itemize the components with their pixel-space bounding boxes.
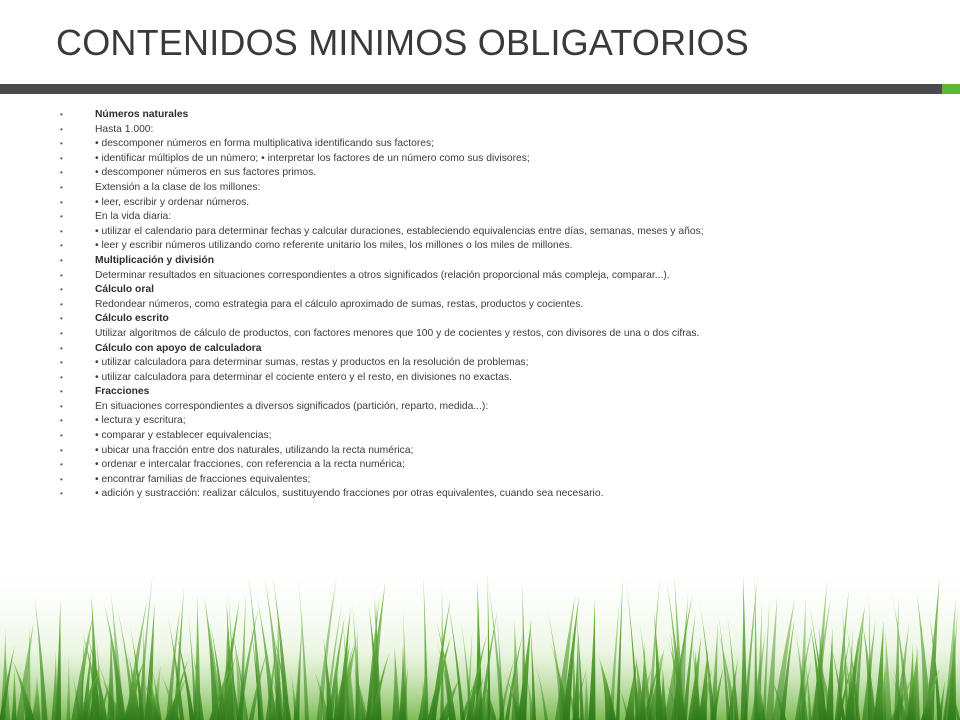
list-item [58,429,938,444]
list-item [58,371,938,386]
list-item [58,458,938,473]
list-item-text: • adición y sustracción: realizar cálculos, sustituyendo fracciones por otras equivalentes, cuando sea necesario. [95,488,604,500]
section-heading: Cálculo escrito [95,313,169,325]
slide-title: CONTENIDOS MINIMOS OBLIGATORIOS [56,22,749,63]
bullet-marker: • [60,139,63,149]
section-heading: Cálculo oral [95,284,154,296]
bullet-marker: • [60,343,63,353]
list-item [58,210,938,225]
bullet-marker: • [60,358,63,368]
bullet-marker: • [60,431,63,441]
list-item-text: • lectura y escritura; [95,415,186,427]
bullet-list [58,108,938,502]
list-item-text: • leer, escribir y ordenar números. [95,196,250,208]
bullet-marker: • [60,387,63,397]
list-item-text: Determinar resultados en situaciones correspondientes a otros significados (relación proporcional más compleja, comparar...). [95,269,670,281]
list-item [58,414,938,429]
list-item [58,196,938,211]
bullet-marker: • [60,372,63,382]
list-item-text: • utilizar calculadora para determinar el cociente entero y el resto, en divisiones no exactas. [95,371,512,383]
bullet-marker: • [60,182,63,192]
list-item-text: • utilizar el calendario para determinar fechas y calcular duraciones, estableciendo equivalencias entre días, semanas, meses y años; [95,225,704,237]
bullet-marker: • [60,153,63,163]
section-heading: Números naturales [95,109,189,120]
list-item-text: • descomponer números en sus factores primos. [95,167,317,179]
list-item-text: • ordenar e intercalar fracciones, con referencia a la recta numérica; [95,459,405,471]
list-item [58,312,938,327]
list-item [58,298,938,313]
list-item-text: Hasta 1.000: [95,123,154,135]
list-item [58,137,938,152]
list-item [58,385,938,400]
bullet-marker: • [60,124,63,134]
list-item [58,254,938,269]
bullet-marker: • [60,460,63,470]
list-item [58,473,938,488]
list-item-text: • identificar múltiplos de un número; • interpretar los factores de un número como sus divisores; [95,152,530,164]
list-item-text: Extensión a la clase de los millones: [95,181,261,193]
list-item [58,239,938,254]
bullet-marker: • [60,474,63,484]
list-item-text: • ubicar una fracción entre dos naturales, utilizando la recta numérica; [95,444,414,456]
title-divider [0,84,960,94]
list-item [58,166,938,181]
bullet-marker: • [60,212,63,222]
list-item [58,342,938,357]
list-item-text: Utilizar algoritmos de cálculo de productos, con factores menores que 100 y de cocientes y restos, con divisores de una o dos cifras. [95,327,700,339]
list-item-text: En situaciones correspondientes a diversos significados (partición, reparto, medida...): [95,400,489,412]
bullet-marker: • [60,270,63,280]
list-item [58,283,938,298]
list-item [58,108,938,123]
list-item-text: En la vida diaria: [95,211,172,223]
bullet-marker: • [60,299,63,309]
bullet-marker: • [60,197,63,207]
bullet-marker: • [60,255,63,265]
bullet-marker: • [60,489,63,499]
list-item [58,123,938,138]
list-item [58,181,938,196]
section-heading: Multiplicación y división [95,254,215,266]
list-item [58,400,938,415]
list-item-text: • descomponer números en forma multiplicativa identificando sus factores; [95,138,434,150]
section-heading: Cálculo con apoyo de calculadora [95,342,262,354]
list-item [58,444,938,459]
list-item [58,487,938,502]
section-heading: Fracciones [95,386,150,398]
list-item-text: • encontrar familias de fracciones equivalentes; [95,473,311,485]
bullet-marker: • [60,416,63,426]
list-item [58,327,938,342]
bullet-marker: • [60,314,63,324]
list-item [58,225,938,240]
list-item-text: • comparar y establecer equivalencias; [95,430,272,442]
bullet-marker: • [60,285,63,295]
bullet-marker: • [60,328,63,338]
list-item [58,269,938,284]
bullet-marker: • [60,445,63,455]
bullet-marker: • [60,226,63,236]
divider-accent [942,84,960,94]
bullet-marker: • [60,168,63,178]
list-item-text: • utilizar calculadora para determinar sumas, restas y productos en la resolución de problemas; [95,357,529,369]
list-item [58,356,938,371]
list-item [58,152,938,167]
bullet-marker: • [60,110,63,119]
list-item-text: • leer y escribir números utilizando como referente unitario los miles, los millones o los miles de millones. [95,240,573,252]
list-item-text: Redondear números, como estrategia para el cálculo aproximado de sumas, restas, productos y cocientes. [95,298,584,310]
grass-decoration [0,560,960,720]
bullet-marker: • [60,241,63,251]
bullet-marker: • [60,401,63,411]
